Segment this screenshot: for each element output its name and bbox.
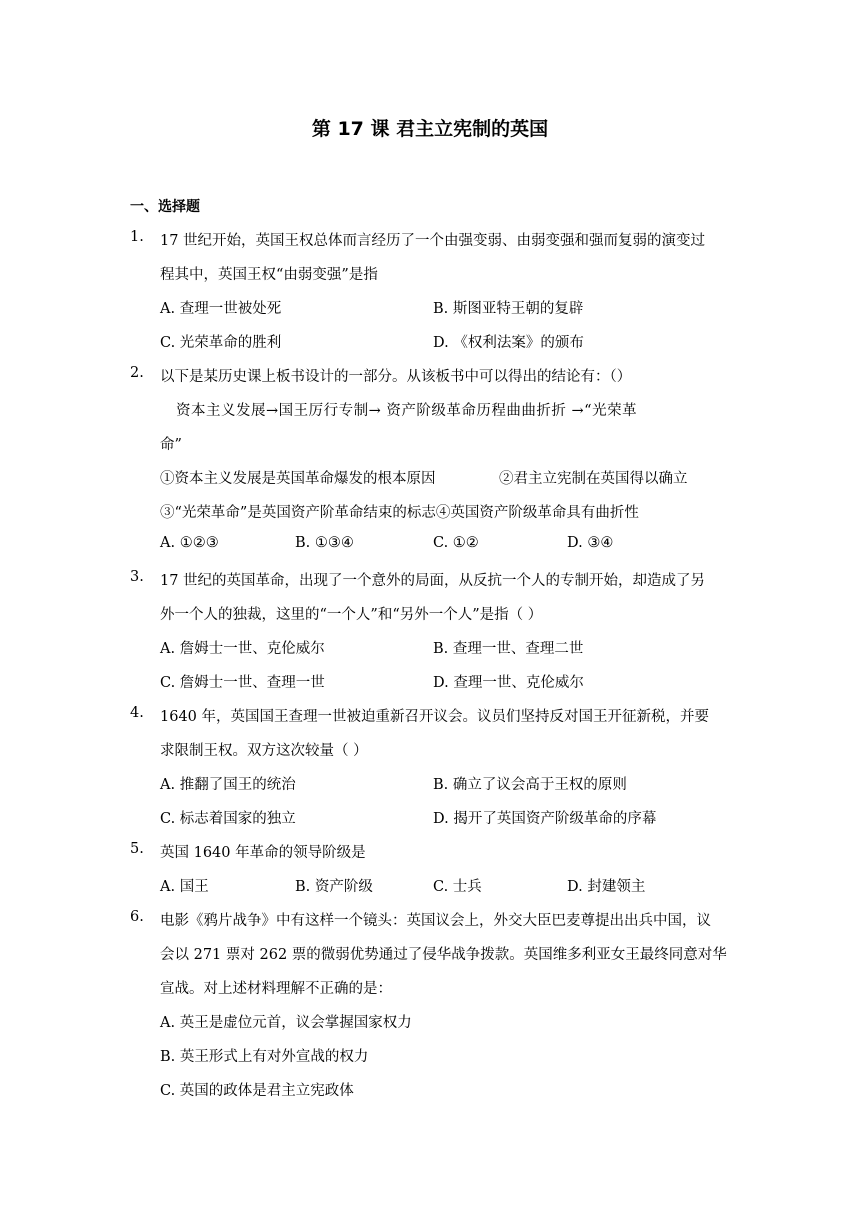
option-a: A. 英王是虚位元首，议会掌握国家权力 (160, 1015, 412, 1031)
question-text: 电影《鸦片战争》中有这样一个镜头：英国议会上，外交大臣巴麦尊提出出兵中国，议 (160, 913, 711, 929)
option-a: A. 查理一世被处死 (160, 301, 282, 317)
option-d: D. 查理一世、克伦威尔 (433, 675, 584, 691)
option-c: C. 士兵 (433, 879, 482, 895)
question-text: 以下是某历史课上板书设计的一部分。从该板书中可以得出的结论有：（） (160, 369, 632, 385)
option-a: A. 国王 (160, 879, 209, 895)
question-number: 6. (130, 909, 144, 925)
option-d: D. ③④ (567, 535, 614, 551)
question-text: 外一个人的独裁，这里的“一个人”和“另外一个人”是指（ ） (160, 607, 543, 623)
statement: ①资本主义发展是英国革命爆发的根本原因 (160, 471, 436, 487)
option-d: D. 《权利法案》的颁布 (433, 335, 584, 351)
question-text: 程其中，英国王权“由弱变强”是指 (160, 267, 378, 283)
option-c: C. 光荣革命的胜利 (160, 335, 282, 351)
question-text: 英国 1640 年革命的领导阶级是 (160, 845, 366, 861)
question-text: 17 世纪的英国革命，出现了一个意外的局面，从反抗一个人的专制开始，却造成了另 (160, 573, 706, 589)
question-number: 5. (130, 841, 144, 857)
question-text: 宣战。对上述材料理解不正确的是： (160, 981, 392, 997)
option-a: A. ①②③ (160, 535, 219, 551)
option-b: B. 查理一世、查理二世 (433, 641, 584, 657)
page-title: 第 17 课 君主立宪制的英国 (311, 118, 549, 140)
option-b: B. ①③④ (295, 535, 354, 551)
option-b: B. 斯图亚特王朝的复辟 (433, 301, 584, 317)
question-number: 3. (130, 569, 144, 585)
option-c: C. 詹姆士一世、查理一世 (160, 675, 325, 691)
question-number: 2. (130, 365, 144, 381)
board-flow: 资本主义发展→国王厉行专制→ 资产阶级革命历程曲曲折折 →“光荣革 (176, 403, 638, 419)
option-a: A. 推翻了国王的统治 (160, 777, 296, 793)
statement: ③“光荣革命”是英国资产阶革命结束的标志④英国资产阶级革命具有曲折性 (160, 505, 639, 521)
option-b: B. 资产阶级 (295, 879, 373, 895)
question-text: 会以 271 票对 262 票的微弱优势通过了侵华战争拨款。英国维多利亚女王最终同意对华 (160, 947, 727, 963)
question-text: 1640 年，英国国王查理一世被迫重新召开议会。议员们坚持反对国王开征新税，并要 (160, 709, 710, 725)
section-heading: 一、选择题 (130, 199, 200, 215)
option-c: C. 英国的政体是君主立宪政体 (160, 1083, 354, 1099)
option-c: C. ①② (433, 535, 479, 551)
option-d: D. 封建领主 (567, 879, 646, 895)
question-text: 17 世纪开始，英国王权总体而言经历了一个由强变弱、由弱变强和强而复弱的演变过 (160, 233, 706, 249)
option-a: A. 詹姆士一世、克伦威尔 (160, 641, 325, 657)
option-c: C. 标志着国家的独立 (160, 811, 296, 827)
statement: ②君主立宪制在英国得以确立 (499, 471, 688, 487)
option-d: D. 揭开了英国资产阶级革命的序幕 (433, 811, 657, 827)
option-b: B. 英王形式上有对外宣战的权力 (160, 1049, 369, 1065)
question-number: 1. (130, 229, 144, 245)
board-flow-continued: 命” (160, 437, 182, 453)
question-text: 求限制王权。双方这次较量（ ） (160, 743, 368, 759)
option-b: B. 确立了议会高于王权的原则 (433, 777, 627, 793)
question-number: 4. (130, 705, 144, 721)
